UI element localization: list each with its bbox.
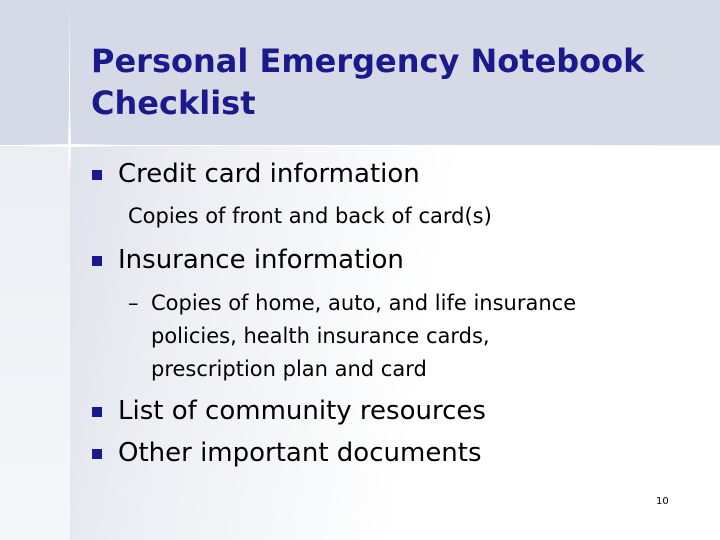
bullet-community-resources: List of community resources [118, 396, 486, 426]
sparkle-horizontal [24, 144, 120, 147]
sub-bullet-insurance-line-2: policies, health insurance cards, [151, 324, 490, 348]
sub-bullet-insurance-line-1: Copies of home, auto, and life insurance [151, 291, 577, 315]
sub-bullet-insurance-line-3: prescription plan and card [151, 357, 427, 381]
title-line-1: Personal Emergency Notebook [91, 42, 645, 80]
sub-bullet-credit-card: Copies of front and back of card(s) [128, 204, 492, 228]
sparkle-vertical [68, 110, 71, 180]
bullet-square-icon [92, 407, 102, 417]
page-number: 10 [656, 496, 669, 507]
bullet-square-icon [92, 256, 102, 266]
title-line-2: Checklist [91, 84, 256, 122]
bullet-insurance: Insurance information [118, 245, 404, 275]
sub-bullet-dash: – [128, 291, 139, 315]
bullet-square-icon [92, 449, 102, 459]
slide-title [91, 40, 691, 124]
left-band [0, 146, 70, 540]
bullet-credit-card: Credit card information [118, 159, 420, 189]
bullet-square-icon [92, 170, 102, 180]
bullet-other-documents: Other important documents [118, 438, 482, 468]
